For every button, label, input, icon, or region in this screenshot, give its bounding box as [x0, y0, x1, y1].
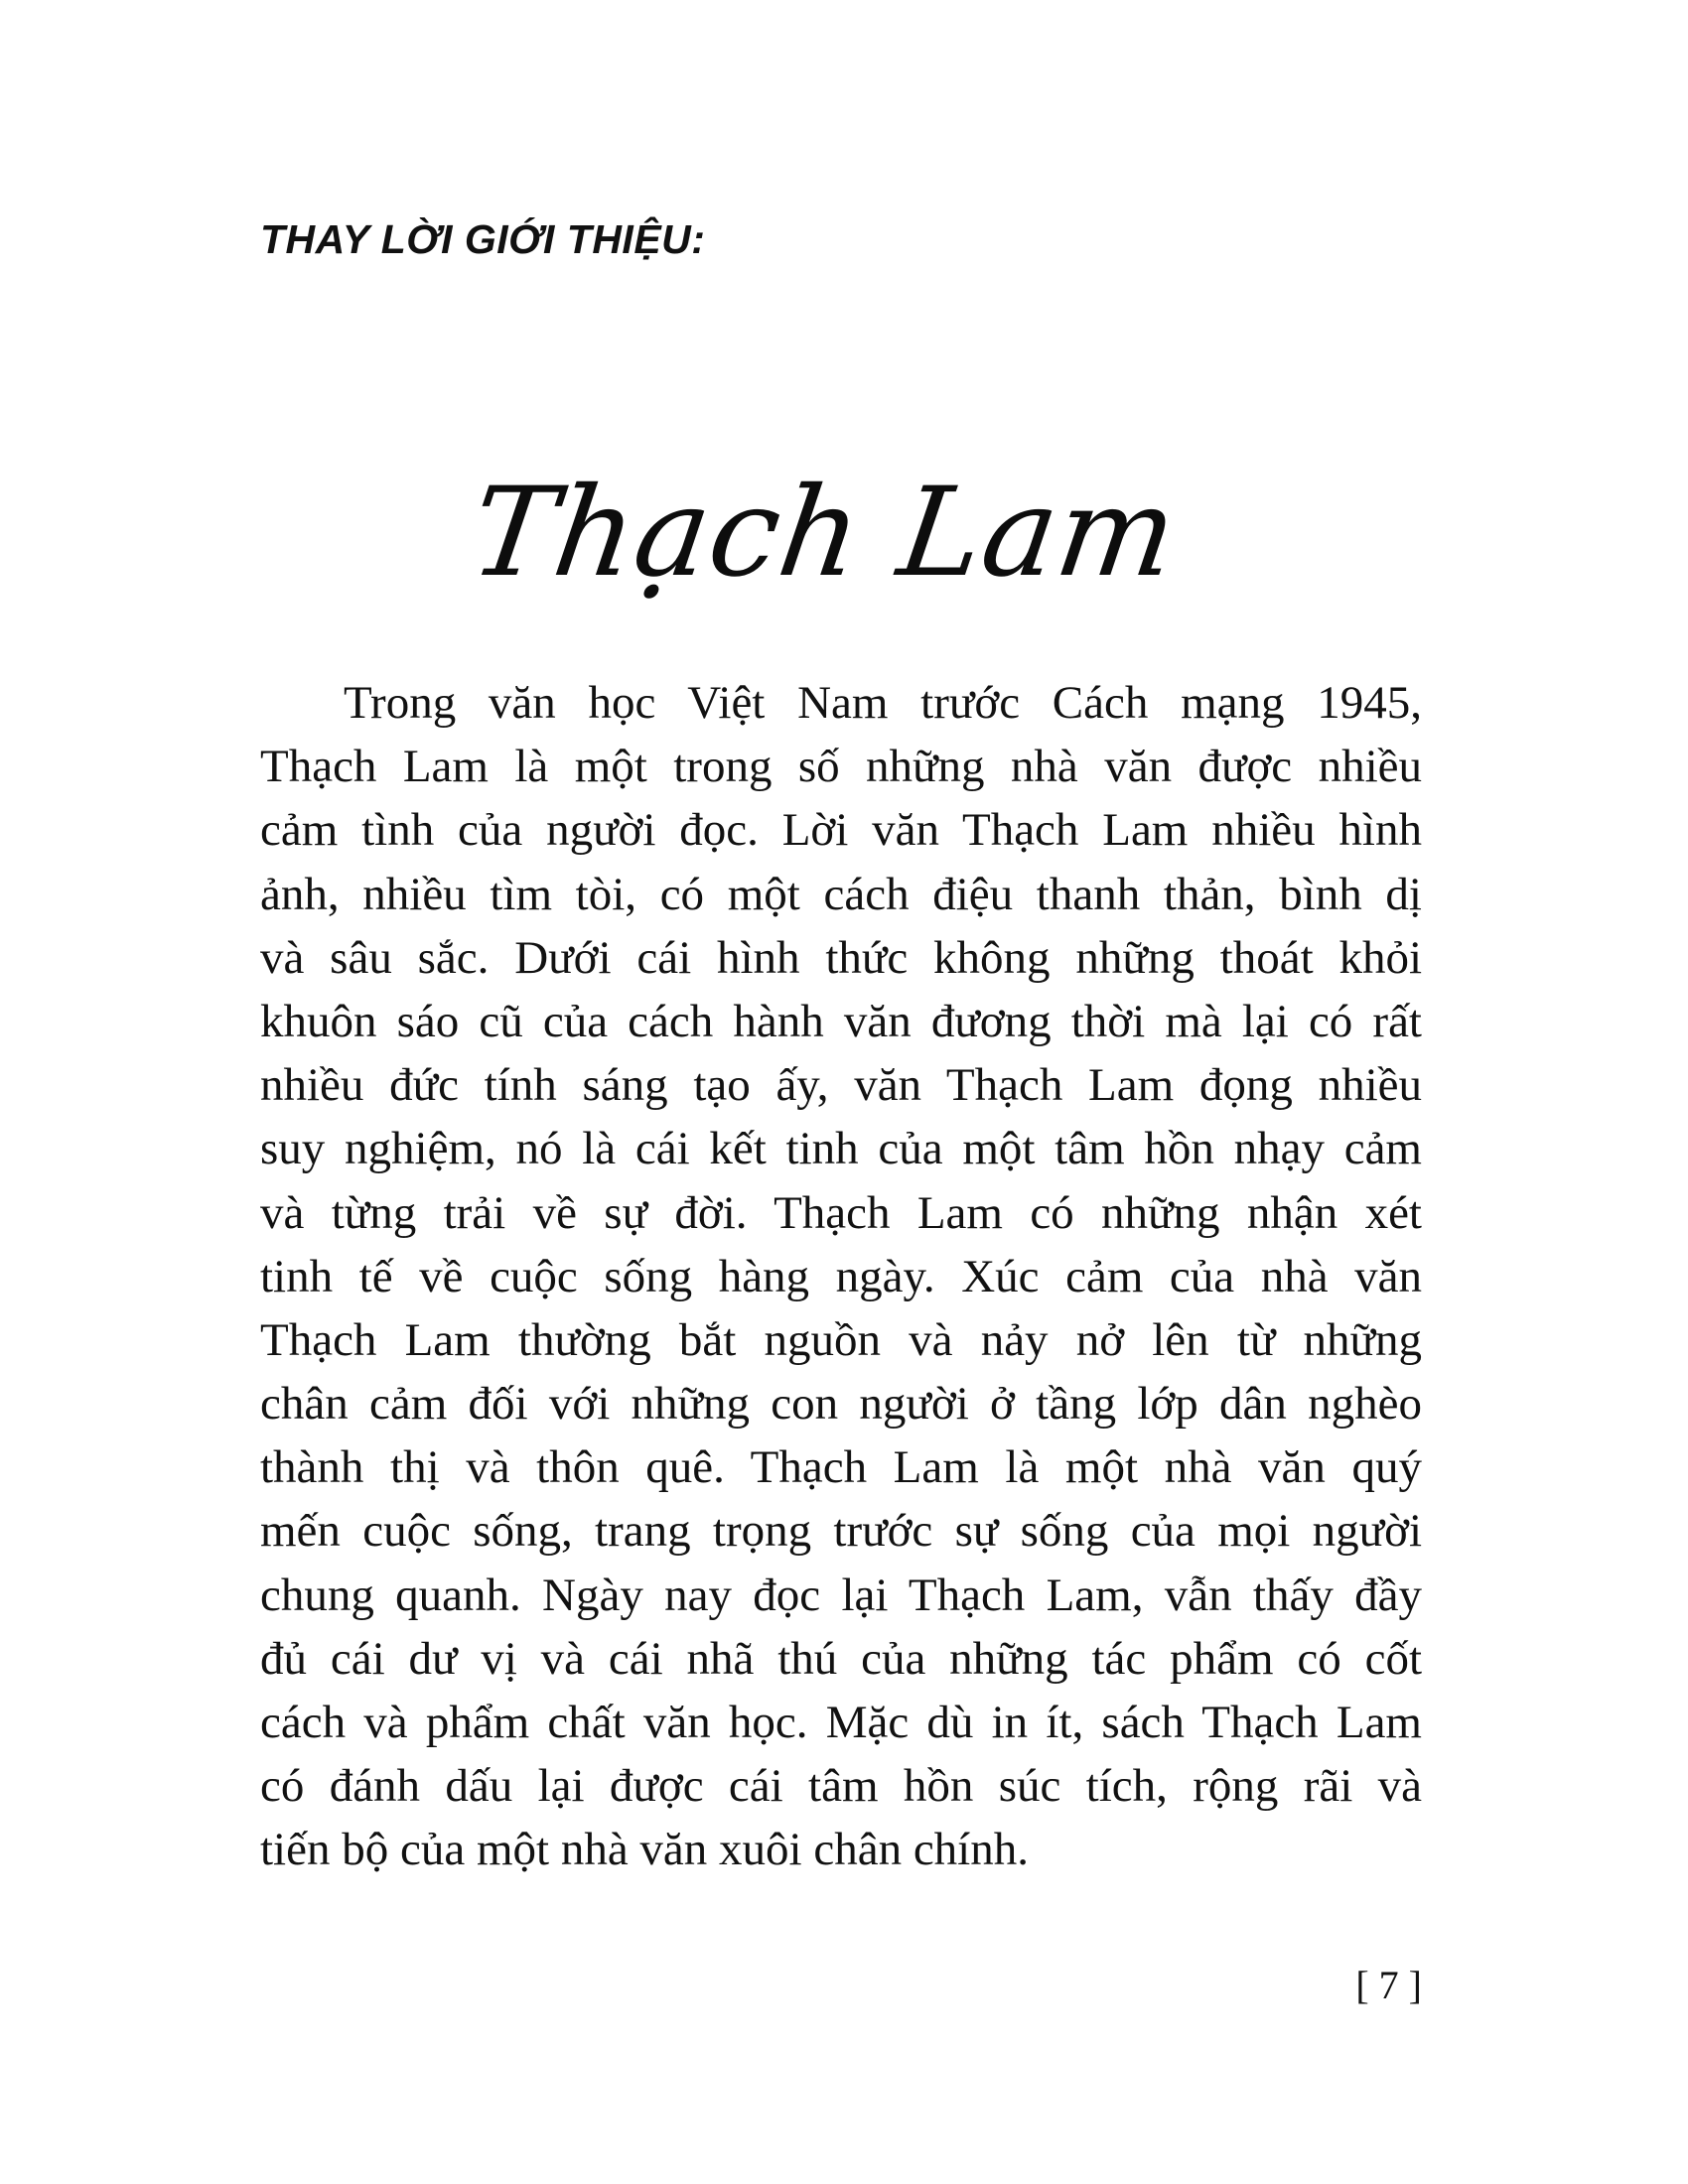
paragraph-line: và từng trải về sự đời. Thạch Lam có những nhận xét	[260, 1186, 1422, 1239]
paragraph-line: chân cảm đối với những con người ở tầng lớp dân nghèo	[260, 1378, 1422, 1431]
paragraph-line: thành thị và thôn quê. Thạch Lam là một nhà văn quý	[260, 1441, 1422, 1494]
paragraph-line: Thạch Lam là một trong số những nhà văn được nhiều	[260, 741, 1422, 793]
paragraph-line: có đánh dấu lại được cái tâm hồn súc tích, rộng rãi và	[260, 1760, 1422, 1813]
paragraph-line: nhiều đức tính sáng tạo ấy, văn Thạch Lam đọng nhiều	[260, 1059, 1422, 1112]
paragraph-line: cách và phẩm chất văn học. Mặc dù in ít, sách Thạch Lam	[260, 1697, 1422, 1748]
paragraph-line: khuôn sáo cũ của cách hành văn đương thời mà lại có rất	[260, 995, 1422, 1047]
section-heading: THAY LỜI GIỚI THIỆU:	[260, 216, 706, 262]
paragraph-line: suy nghiệm, nó là cái kết tinh của một tâm hồn nhạy cảm	[260, 1123, 1422, 1175]
paragraph-line: tinh tế về cuộc sống hàng ngày. Xúc cảm của nhà văn	[260, 1250, 1422, 1302]
paragraph-line: tiến bộ của một nhà văn xuôi chân chính.	[260, 1824, 1029, 1876]
paragraph-line: cảm tình của người đọc. Lời văn Thạch Lam nhiều hình	[260, 804, 1422, 857]
paragraph-line: chung quanh. Ngày nay đọc lại Thạch Lam, vẫn thấy đầy	[260, 1569, 1422, 1621]
paragraph-line: Thạch Lam thường bắt nguồn và nảy nở lên từ những	[260, 1313, 1422, 1366]
body-paragraph	[260, 671, 1422, 1882]
paragraph-line: ảnh, nhiều tìm tòi, có một cách điệu thanh thản, bình dị	[260, 868, 1422, 920]
page-title: Thạch Lam	[462, 462, 1187, 605]
paragraph-line: Trong văn học Việt Nam trước Cách mạng 1945,	[344, 677, 1422, 729]
paragraph-line: đủ cái dư vị và cái nhã thú của những tác phẩm có cốt	[260, 1632, 1422, 1685]
paragraph-line: mến cuộc sống, trang trọng trước sự sống của mọi người	[260, 1505, 1422, 1558]
paragraph-line: và sâu sắc. Dưới cái hình thức không những thoát khỏi	[260, 931, 1422, 984]
page-number: [ 7 ]	[1355, 1963, 1422, 2007]
